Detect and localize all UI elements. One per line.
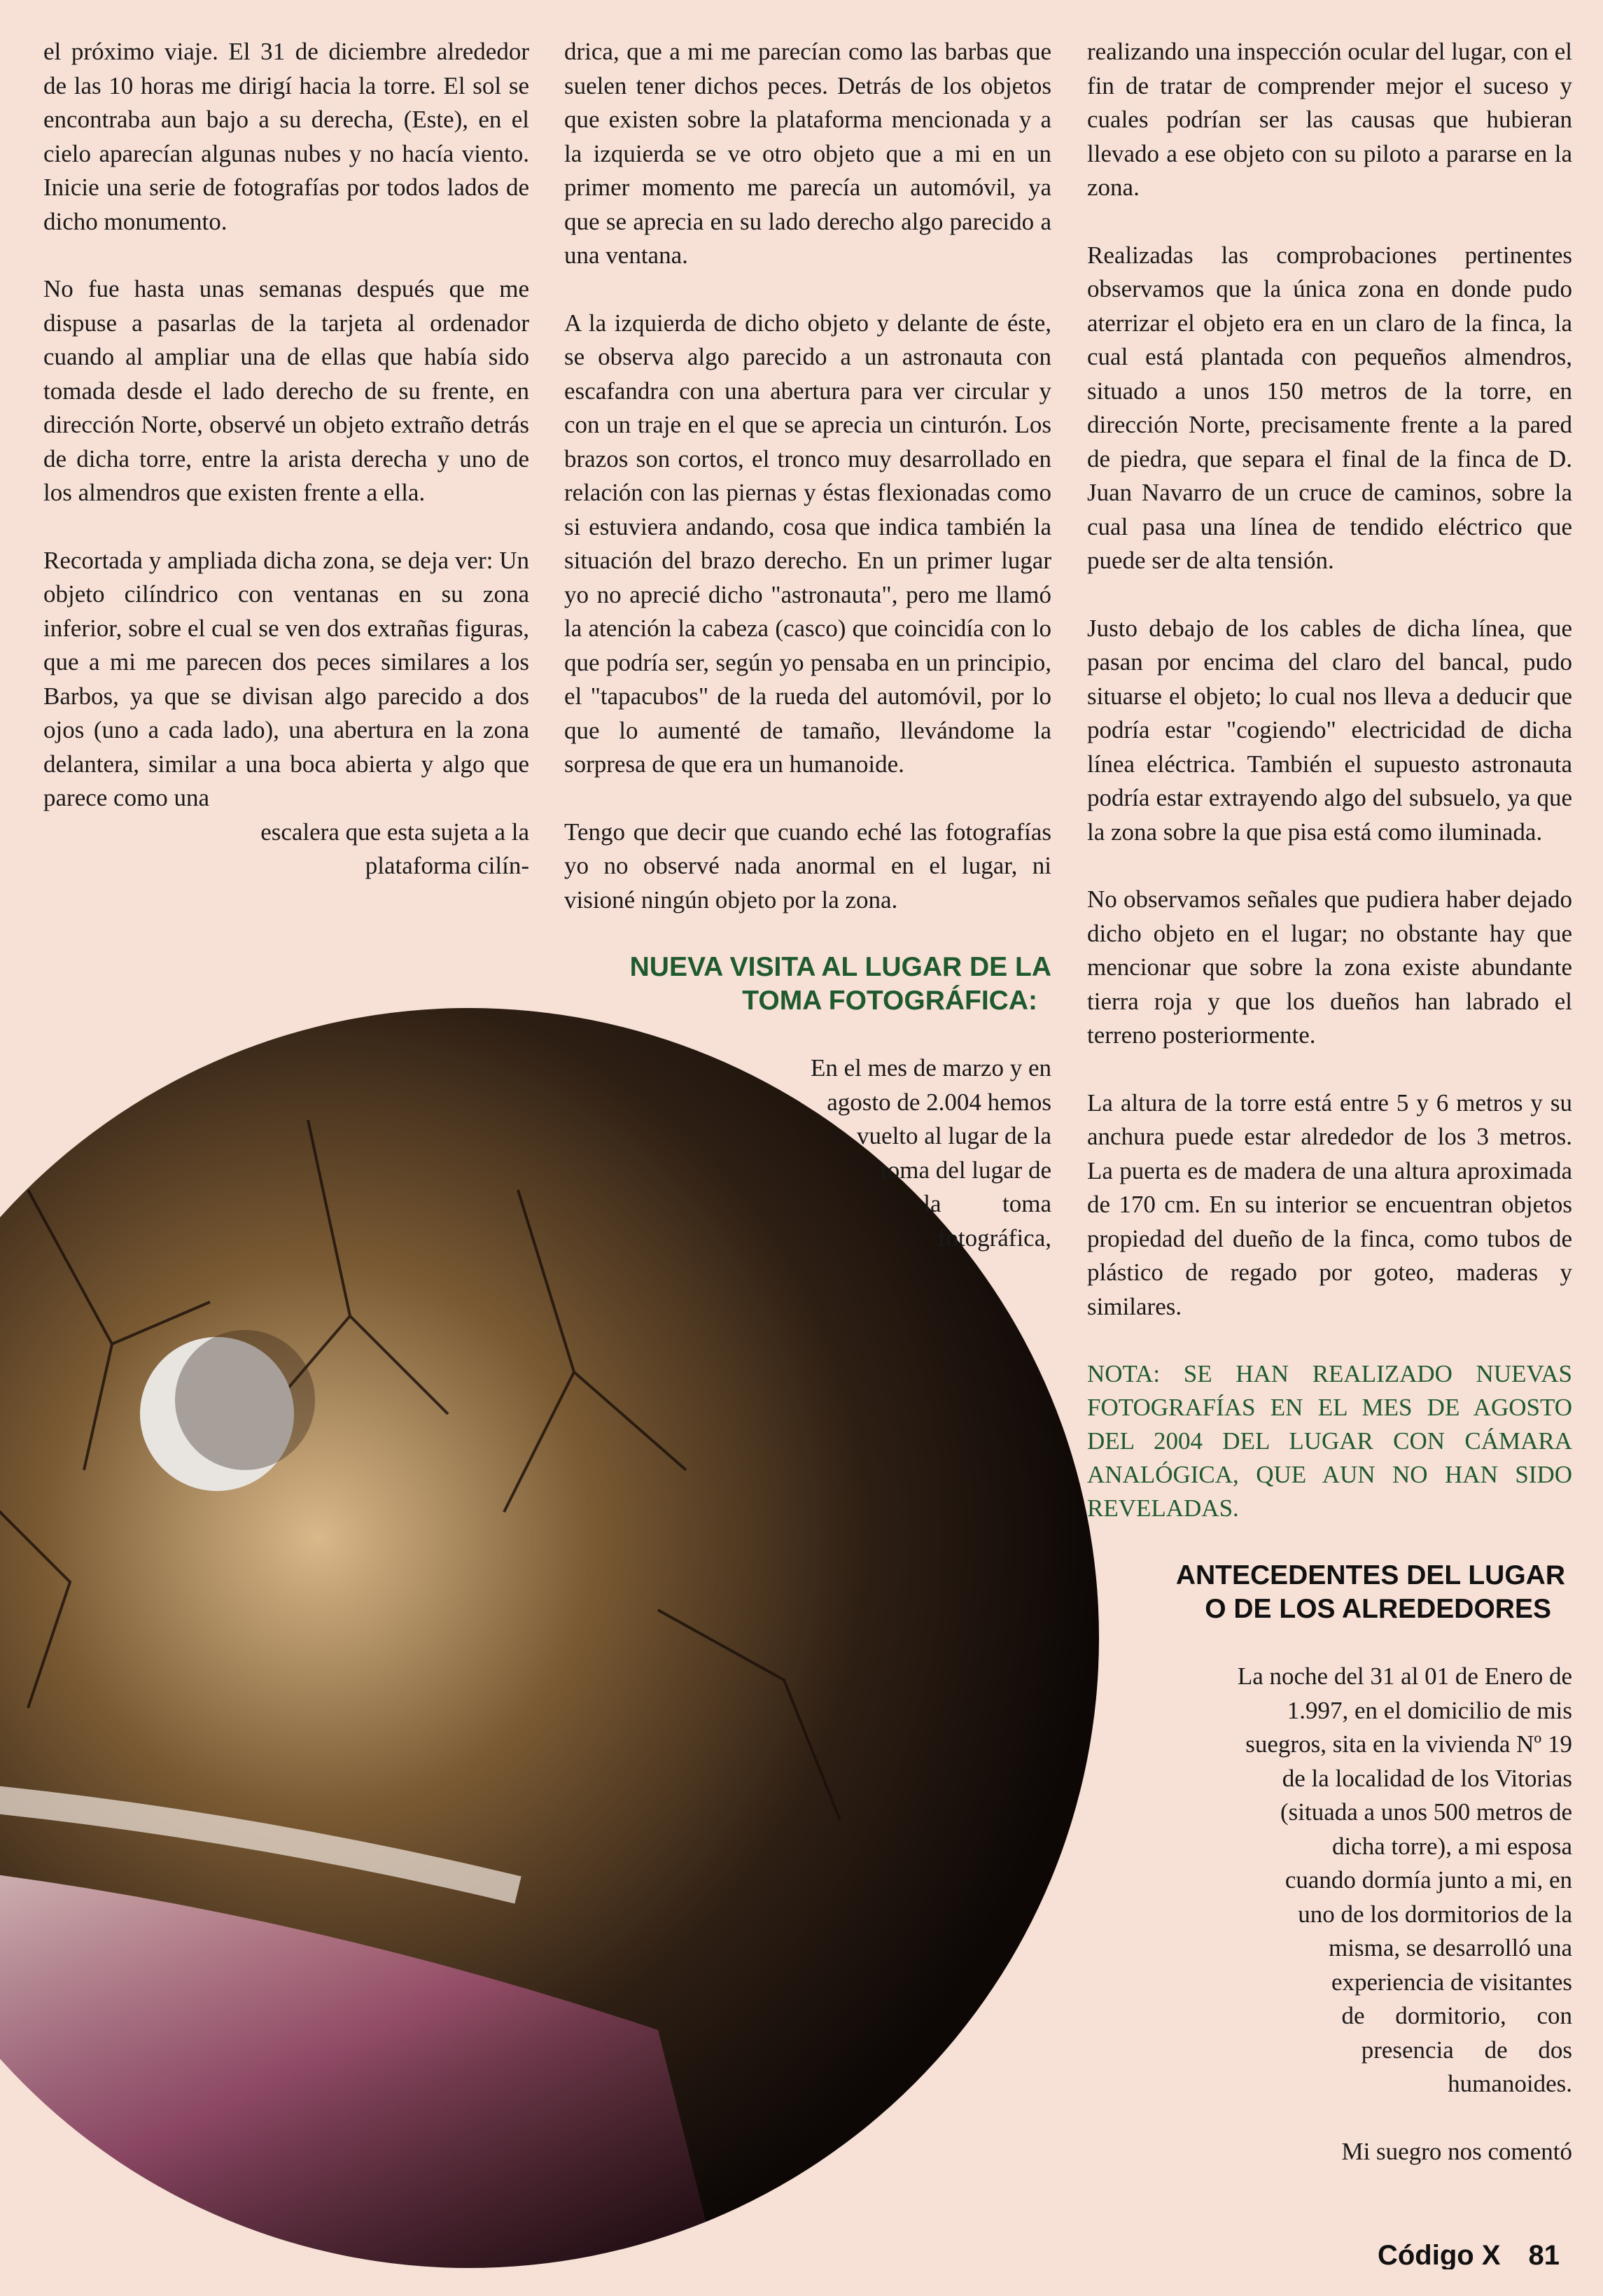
text-line: La noche del 31 al 01 de Enero de [1237,1662,1572,1690]
paragraph: Justo debajo de los cables de dicha línea, que pasan por encima del claro del bancal, pudo situarse el objeto; lo cual nos lleva a deducir que podría estar "cogiendo" electricidad de dicha línea eléctrica. También el supuesto astronauta podría estar extrayendo algo del subsuelo, ya que la zona sobre la que pisa está como iluminada. [1087,614,1572,846]
paragraph [1087,1660,1572,2101]
magazine-name: Código X [1377,2241,1501,2269]
paragraph-tail: plataforma cilín- [365,852,529,879]
paragraph: drica, que a mi me parecían como las barbas que suelen tener dichos peces. Detrás de los objetos que existen sobre la plataforma mencionada y a la izquierda se ve otro objeto que a mi en un primer momento me parecía un automóvil, ya que se aprecia en su lado derecho algo parecido a una ventana. [564,38,1051,269]
text-line: la toma [923,1190,1051,1217]
section-heading [564,951,1051,1018]
column-2 [564,35,1051,1255]
text-line: agosto de 2.004 hemos [827,1088,1051,1116]
text-line: presencia de dos [1361,2036,1572,2064]
text-line: cuando dormía junto a mi, en [1284,1866,1572,1893]
text-line: (situada a unos 500 metros de [1280,1798,1572,1826]
text-line: de la localidad de los Vitorias [1282,1764,1572,1792]
paragraph: No fue hasta unas semanas después que me dispuse a pasarlas de la tarjeta al ordenador cuando al ampliar una de ellas que había sido tomada desde el lado derecho de su frente, en dirección Norte, observé un objeto extraño detrás de dicha torre, entre la arista derecha y uno de los almendros que existen frente a ella. [43,275,529,506]
heading-line: TOMA FOTOGRÁFICA: [742,986,1037,1016]
paragraph: Tengo que decir que cuando eché las fotografías yo no observé nada anormal en el lugar, ni visioné ningún objeto por la zona. [564,818,1051,913]
heading-line: O DE LOS ALREDEDORES [1205,1594,1551,1624]
text-line: misma, se desarrolló una [1329,1934,1572,1961]
heading-line: ANTECEDENTES DEL LUGAR [1175,1560,1565,1590]
text-line: de dormitorio, con [1341,2002,1572,2029]
column-1 [43,35,529,883]
text-line: toma del lugar de [881,1156,1051,1184]
paragraph: Recortada y ampliada dicha zona, se deja ver: Un objeto cilíndrico con ventanas en su zona inferior, sobre el cual se ven dos extrañas figuras, que a mi me parecen dos peces similares a los Barbos, ya que se divisan algo parecido a dos ojos (uno a cada lado), una abertura en la zona delantera, similar a una boca abierta y algo que parece como una [43,546,529,811]
paragraph: A la izquierda de dicho objeto y delante de éste, se observa algo parecido a un astronauta con escafandra con una abertura para ver circular y con un traje en el que se aprecia un cinturón. Los brazos son cortos, el tronco muy desarrollado en relación con las piernas y éstas flexionadas como si estuviera andando, cosa que indica también la situación del brazo derecho. En un primer lugar yo no aprecié dicho "astronauta", pero me llamó la atención la cabeza (casco) que coincidía con lo que podría ser, según yo pensaba en un principio, el "tapacubos" de la rueda del automóvil, por lo que lo aumenté de tamaño, llevándome la sorpresa de que era un humanoide. [564,309,1051,778]
text-line: suegros, sita en la vivienda Nº 19 [1245,1730,1572,1758]
paragraph: No observamos señales que pudiera haber dejado dicho objeto en el lugar; no obstante hay que mencionar que sobre la zona existe abundante tierra roja y que los dueños han labrado el terreno posteriormente. [1087,886,1572,1049]
heading-line: NUEVA VISITA AL LUGAR DE LA [629,952,1051,982]
text-line: En el mes de marzo y en [810,1054,1051,1082]
paragraph: Realizadas las comprobaciones pertinentes observamos que la única zona en donde pudo aterrizar el objeto era en un claro de la finca, la cual está plantada con pequeños almendros, situado a unos 150 metros de la torre, en dirección Norte, precisamente frente a la pared de piedra, que separa el final de la finca de D. Juan Navarro de un cruce de caminos, sobre la cual pasa una línea de tendido eléctrico que puede ser de alta tensión. [1087,241,1572,574]
paragraph: La altura de la torre está entre 5 y 6 metros y su anchura puede estar alrededor de los 3 metros. La puerta es de madera de una altura aproximada de 170 cm. En su interior se encuentran objetos propiedad del dueño de la finca, como tubos de plástico de regado por goteo, maderas y similares. [1087,1088,1572,1320]
text-line: uno de los dormitorios de la [1298,1900,1572,1928]
paragraph [564,1051,1051,1255]
paragraph: el próximo viaje. El 31 de diciembre alrededor de las 10 horas me dirigí hacia la torre. El sol se encontraba aun bajo a su derecha, (Este), en el cielo aparecían algunas nubes y no hacía viento. Inicie una serie de fotografías por todos lados de dicho monumento. [43,38,529,235]
note-text: NOTA: SE HAN REALIZADO NUEVAS FOTOGRAFÍAS EN EL MES DE AGOSTO DEL 2004 DEL LUGAR CON CÁMARA ANALÓGICA, QUE AUN NO HAN SIDO REVELADAS. [1087,1360,1572,1522]
text-line: experiencia de visitantes [1331,1968,1572,1996]
text-line: 1.997, en el domicilio de mis [1287,1696,1572,1724]
page-footer [1378,2241,1560,2269]
column-3 [1087,35,1572,2169]
section-heading [1087,1559,1572,1626]
paragraph-tail: escalera que esta sujeta a la [260,818,529,846]
text-line: vuelto al lugar de la [857,1122,1051,1149]
paragraph: realizando una inspección ocular del lugar, con el fin de tratar de comprender mejor el suceso y cuales podrían ser las causas que hubieran llevado a ese objeto con su piloto a pararse en la zona. [1087,38,1572,201]
paragraph: Mi suegro nos comentó [1341,2137,1572,2165]
text-line: fotográfica, [937,1224,1051,1252]
page-number: 81 [1528,2241,1560,2269]
text-line: dicha torre), a mi esposa [1331,1832,1572,1860]
text-line: humanoides. [1448,2070,1572,2097]
